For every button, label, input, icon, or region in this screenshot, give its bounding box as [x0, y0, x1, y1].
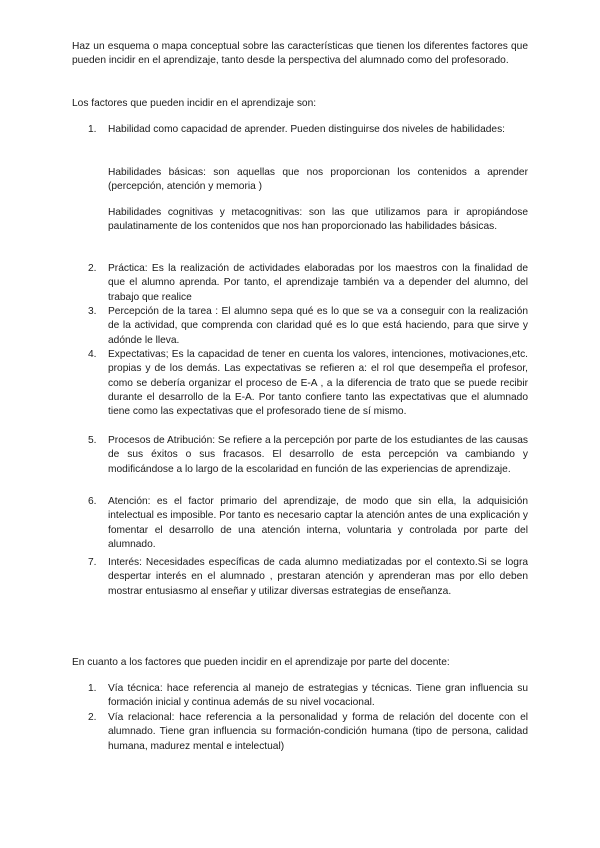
student-factor-4	[88, 348, 528, 419]
teacher-factor-2	[88, 711, 528, 754]
student-factor-5	[88, 434, 528, 477]
list-number: 2.	[88, 712, 97, 723]
list-number: 6.	[88, 496, 97, 507]
list-number: 7.	[88, 557, 97, 568]
basic-skills-paragraph: Habilidades básicas: son aquellas que nos proporcionan los contenidos a aprender (percepción, atención y memoria )	[108, 167, 528, 193]
list-number: 1.	[88, 683, 97, 694]
list-text: Vía relacional: hace referencia a la personalidad y forma de relación del docente con el alumnado. Tiene gran influencia su formación-condición humana (tipo de persona, calidad humana, madurez mental e intelectual)	[108, 712, 528, 752]
intro-paragraph: Haz un esquema o mapa conceptual sobre las características que tienen los diferentes factores que pueden incidir en el aprendizaje, tanto desde la perspectiva del alumnado como del profesorado.	[72, 41, 528, 67]
student-factor-3	[88, 305, 528, 348]
student-factor-7	[88, 556, 528, 599]
student-factors-lead: Los factores que pueden incidir en el aprendizaje son:	[72, 98, 317, 109]
list-text: Procesos de Atribución: Se refiere a la percepción por parte de los estudiantes de las causas de sus éxitos o sus fracasos. El desarrollo de esta percepción va cambiando y modificándose a lo largo de la escolaridad en función de las experiencias de aprendizaje.	[108, 435, 528, 475]
list-text: Interés: Necesidades específicas de cada alumno mediatizadas por el contexto.Si se logra despertar interés en el alumnado , prestaran atención y aprenderan mas por ello deben mostrar entusiasmo al enseñar y utilizar diversas estrategias de enseñanza.	[108, 557, 528, 597]
list-number: 2.	[88, 263, 97, 274]
list-text: Expectativas; Es la capacidad de tener en cuenta los valores, intenciones, motivaciones,etc. propias y de los demás. Las expectativas se refieren a: el rol que desempeña el profesor, como se debería organizar el proceso de E-A , a la diferencia de trato que se puede recibir durante el desarrollo de la E-A. Por tanto confiere tanto las expectativas que el alumnado tiene como las expectativas que el profesorado tiene de sí mismo.	[108, 349, 528, 418]
list-text: Atención: es el factor primario del aprendizaje, de modo que sin ella, la adquisición intelectual es imposible. Por tanto es necesario captar la atención antes de una explicación y fomentar el desarrollo de una atención interna, voluntaria y controlada por parte del alumnado.	[108, 496, 528, 550]
list-text: Habilidad como capacidad de aprender. Pueden distinguirse dos niveles de habilidades:	[108, 124, 506, 135]
cognitive-skills-paragraph: Habilidades cognitivas y metacognitivas: son las que utilizamos para ir apropiándose paulatinamente de los contenidos que nos han proporcionado las habilidades básicas.	[108, 207, 528, 233]
list-text: Vía técnica: hace referencia al manejo de estrategias y técnicas. Tiene gran influencia su formación inicial y continua además de su nivel vocacional.	[108, 683, 528, 709]
teacher-factors-lead: En cuanto a los factores que pueden incidir en el aprendizaje por parte del docente:	[72, 657, 450, 668]
list-number: 5.	[88, 435, 97, 446]
list-number: 4.	[88, 349, 97, 360]
list-text: Práctica: Es la realización de actividades elaboradas por los maestros con la finalidad de que el alumno aprenda. Por tanto, el aprendizaje también va a depender del alumno, del trabajo que realice	[108, 263, 528, 303]
teacher-factor-1	[88, 682, 528, 711]
list-number: 3.	[88, 306, 97, 317]
student-factor-6	[88, 495, 528, 552]
list-text: Percepción de la tarea : El alumno sepa qué es lo que se va a conseguir con la realización de la actividad, que comprenda con claridad qué es lo que está haciendo, para que sirve y adónde le lleva.	[108, 306, 528, 346]
student-factor-1	[88, 123, 528, 137]
list-number: 1.	[88, 124, 97, 135]
student-factor-2	[88, 262, 528, 305]
